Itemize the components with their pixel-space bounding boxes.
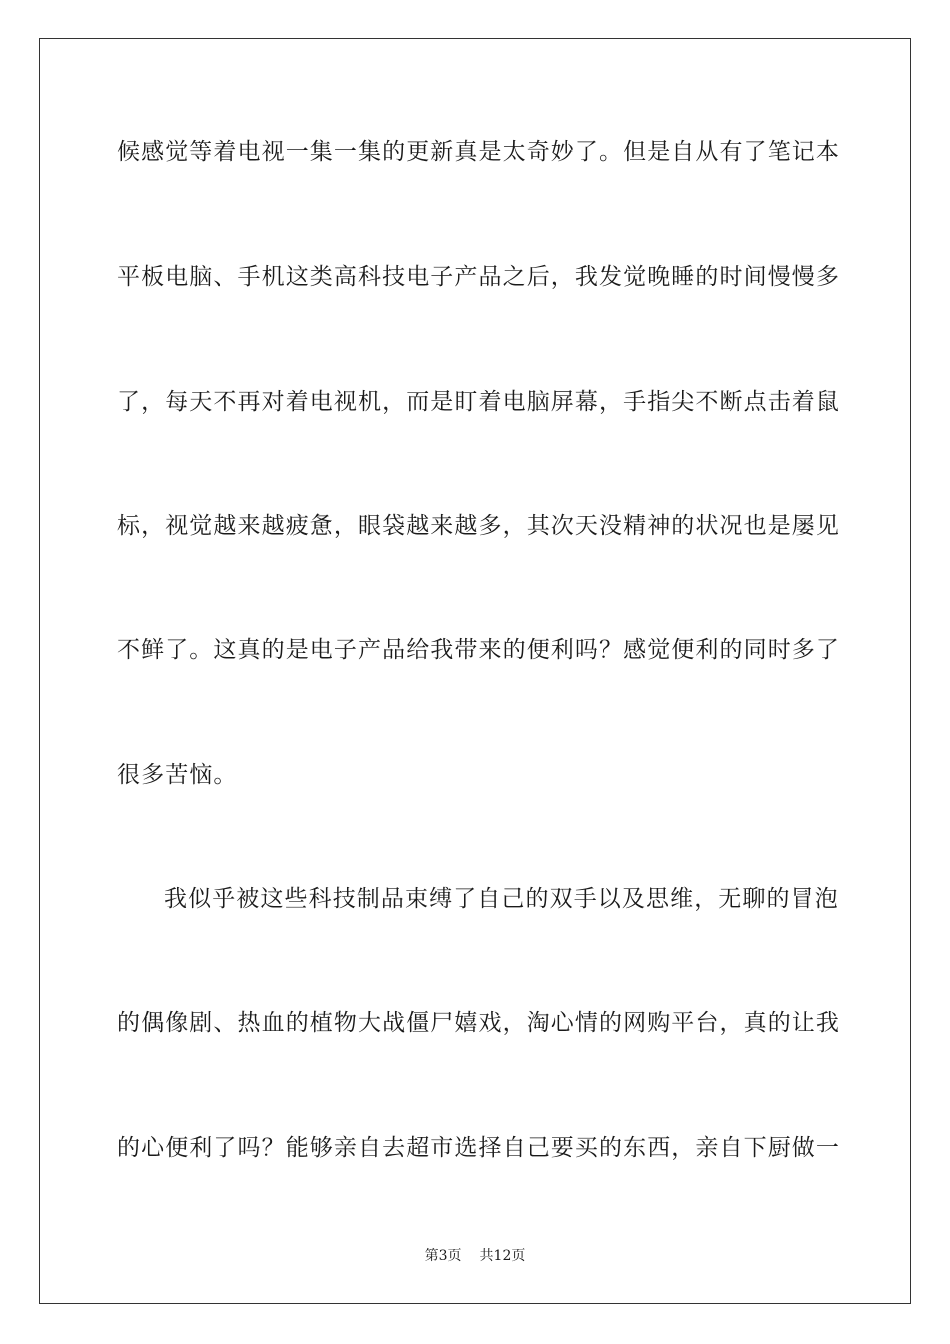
page-total: 共12页: [479, 1248, 526, 1264]
page-number: 第3页: [424, 1248, 462, 1264]
text-line: 不鲜了。这真的是电子产品给我带来的便利吗？感觉便利的同时多了: [117, 637, 840, 663]
page-footer: [0, 1247, 950, 1265]
text-line: 的心便利了吗？能够亲自去超市选择自己要买的东西，亲自下厨做一: [117, 1135, 840, 1161]
page-border: [39, 38, 911, 1304]
text-line: 的偶像剧、热血的植物大战僵尸嬉戏，淘心情的网购平台，真的让我: [117, 1010, 840, 1036]
text-line: 很多苦恼。: [117, 762, 238, 788]
text-line: 我似乎被这些科技制品束缚了自己的双手以及思维，无聊的冒泡: [164, 886, 839, 912]
text-line: 了，每天不再对着电视机，而是盯着电脑屏幕，手指尖不断点击着鼠: [117, 389, 840, 415]
text-line: 候感觉等着电视一集一集的更新真是太奇妙了。但是自从有了笔记本: [117, 139, 840, 165]
text-line: 标，视觉越来越疲惫，眼袋越来越多，其次天没精神的状况也是屡见: [117, 513, 840, 539]
text-line: 平板电脑、手机这类高科技电子产品之后，我发觉晚睡的时间慢慢多: [117, 264, 840, 290]
